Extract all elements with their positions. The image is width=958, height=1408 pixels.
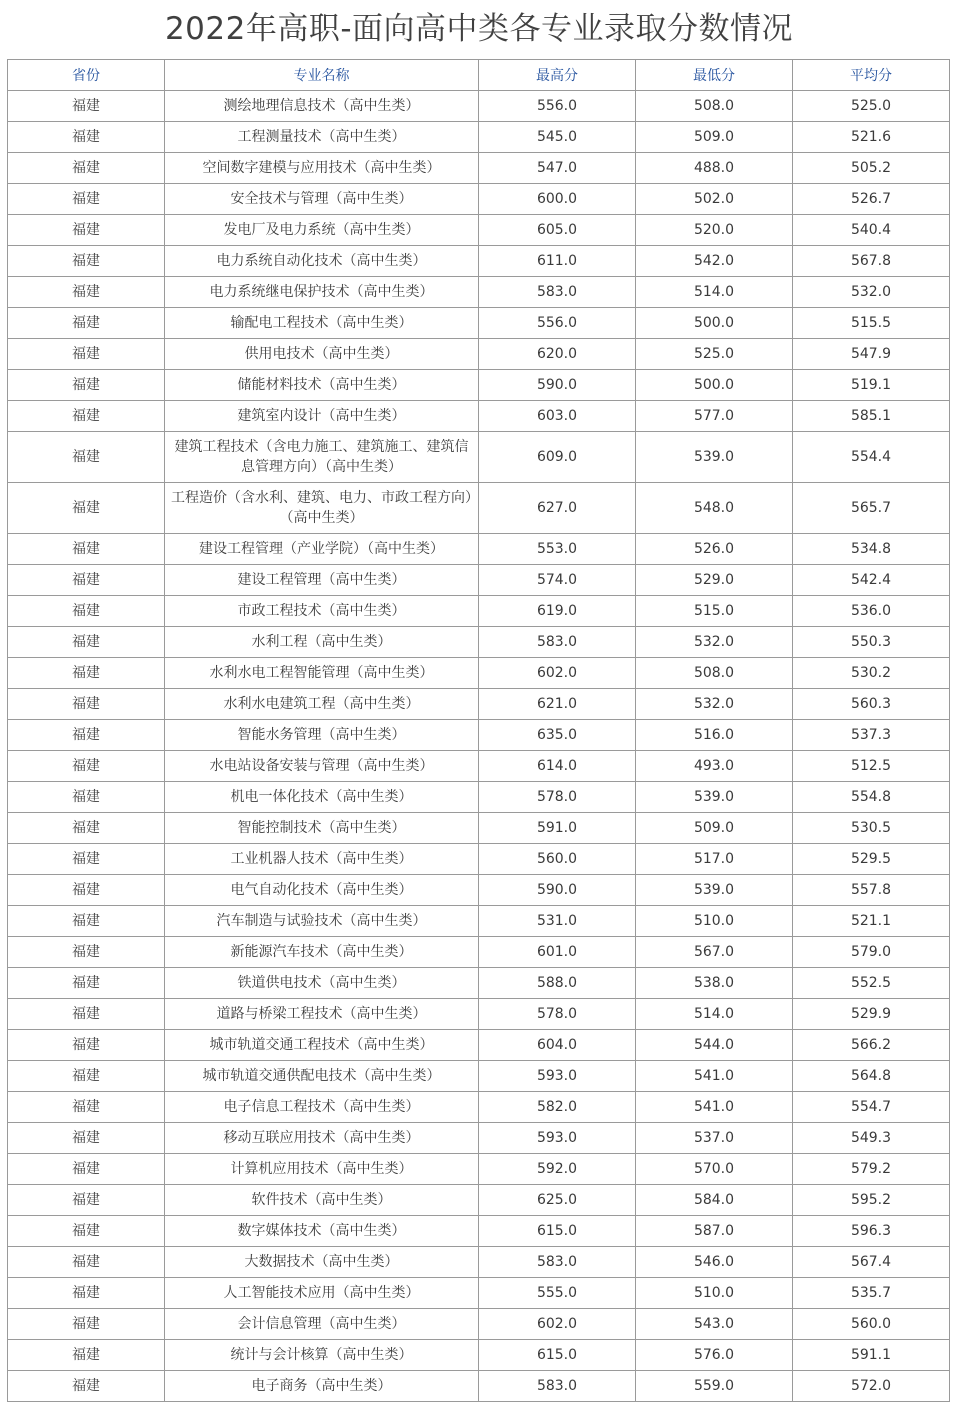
max-score-cell: 603.0 <box>479 401 636 432</box>
major-name-cell: 建筑室内设计（高中生类） <box>165 401 479 432</box>
province-cell: 福建 <box>8 1309 165 1340</box>
table-row <box>8 844 950 875</box>
province-cell: 福建 <box>8 875 165 906</box>
province-cell: 福建 <box>8 813 165 844</box>
max-score-cell: 545.0 <box>479 122 636 153</box>
table-row <box>8 968 950 999</box>
province-cell: 福建 <box>8 658 165 689</box>
major-name-cell: 汽车制造与试验技术（高中生类） <box>165 906 479 937</box>
avg-score-cell: 564.8 <box>793 1061 950 1092</box>
min-score-cell: 577.0 <box>636 401 793 432</box>
avg-score-cell: 521.6 <box>793 122 950 153</box>
table-row <box>8 627 950 658</box>
table-row <box>8 1030 950 1061</box>
major-name-cell: 人工智能技术应用（高中生类） <box>165 1278 479 1309</box>
table-row <box>8 1371 950 1402</box>
max-score-cell: 621.0 <box>479 689 636 720</box>
avg-score-cell: 540.4 <box>793 215 950 246</box>
max-score-cell: 583.0 <box>479 627 636 658</box>
min-score-cell: 514.0 <box>636 277 793 308</box>
table-row <box>8 483 950 534</box>
province-cell: 福建 <box>8 1123 165 1154</box>
major-name-cell: 输配电工程技术（高中生类） <box>165 308 479 339</box>
min-score-cell: 584.0 <box>636 1185 793 1216</box>
province-cell: 福建 <box>8 184 165 215</box>
min-score-cell: 546.0 <box>636 1247 793 1278</box>
avg-score-cell: 537.3 <box>793 720 950 751</box>
avg-score-cell: 512.5 <box>793 751 950 782</box>
min-score-cell: 508.0 <box>636 658 793 689</box>
min-score-cell: 544.0 <box>636 1030 793 1061</box>
min-score-cell: 539.0 <box>636 432 793 483</box>
major-name-cell: 城市轨道交通供配电技术（高中生类） <box>165 1061 479 1092</box>
avg-score-cell: 529.9 <box>793 999 950 1030</box>
admission-scores-table <box>7 59 950 1402</box>
table-row <box>8 215 950 246</box>
major-name-cell: 市政工程技术（高中生类） <box>165 596 479 627</box>
major-name-cell: 移动互联应用技术（高中生类） <box>165 1123 479 1154</box>
max-score-cell: 615.0 <box>479 1216 636 1247</box>
table-row <box>8 906 950 937</box>
table-row <box>8 339 950 370</box>
min-score-cell: 532.0 <box>636 689 793 720</box>
max-score-cell: 601.0 <box>479 937 636 968</box>
table-row <box>8 1123 950 1154</box>
min-score-cell: 542.0 <box>636 246 793 277</box>
max-score-cell: 600.0 <box>479 184 636 215</box>
major-name-cell: 软件技术（高中生类） <box>165 1185 479 1216</box>
table-row <box>8 246 950 277</box>
avg-score-cell: 554.7 <box>793 1092 950 1123</box>
max-score-cell: 635.0 <box>479 720 636 751</box>
province-cell: 福建 <box>8 689 165 720</box>
province-cell: 福建 <box>8 565 165 596</box>
major-name-cell: 大数据技术（高中生类） <box>165 1247 479 1278</box>
column-header-province: 省份 <box>8 60 165 91</box>
min-score-cell: 502.0 <box>636 184 793 215</box>
table-row <box>8 1216 950 1247</box>
table-row <box>8 184 950 215</box>
table-row <box>8 534 950 565</box>
min-score-cell: 548.0 <box>636 483 793 534</box>
avg-score-cell: 554.8 <box>793 782 950 813</box>
table-body <box>8 91 950 1402</box>
table-row <box>8 999 950 1030</box>
major-name-cell: 储能材料技术（高中生类） <box>165 370 479 401</box>
avg-score-cell: 596.3 <box>793 1216 950 1247</box>
avg-score-cell: 557.8 <box>793 875 950 906</box>
min-score-cell: 537.0 <box>636 1123 793 1154</box>
min-score-cell: 567.0 <box>636 937 793 968</box>
max-score-cell: 593.0 <box>479 1061 636 1092</box>
province-cell: 福建 <box>8 1340 165 1371</box>
major-name-cell: 智能水务管理（高中生类） <box>165 720 479 751</box>
max-score-cell: 604.0 <box>479 1030 636 1061</box>
max-score-cell: 602.0 <box>479 658 636 689</box>
max-score-cell: 592.0 <box>479 1154 636 1185</box>
major-name-cell: 建筑工程技术（含电力施工、建筑施工、建筑信息管理方向）（高中生类） <box>165 432 479 483</box>
min-score-cell: 541.0 <box>636 1061 793 1092</box>
major-name-cell: 供用电技术（高中生类） <box>165 339 479 370</box>
min-score-cell: 509.0 <box>636 122 793 153</box>
min-score-cell: 526.0 <box>636 534 793 565</box>
table-row <box>8 782 950 813</box>
province-cell: 福建 <box>8 1247 165 1278</box>
province-cell: 福建 <box>8 432 165 483</box>
max-score-cell: 590.0 <box>479 370 636 401</box>
page-title: 2022年高职-面向高中类各专业录取分数情况 <box>164 11 794 47</box>
table-row <box>8 937 950 968</box>
max-score-cell: 582.0 <box>479 1092 636 1123</box>
min-score-cell: 493.0 <box>636 751 793 782</box>
min-score-cell: 529.0 <box>636 565 793 596</box>
table-row <box>8 658 950 689</box>
max-score-cell: 578.0 <box>479 782 636 813</box>
province-cell: 福建 <box>8 153 165 184</box>
province-cell: 福建 <box>8 246 165 277</box>
column-header-avg-score: 平均分 <box>793 60 950 91</box>
max-score-cell: 590.0 <box>479 875 636 906</box>
avg-score-cell: 567.8 <box>793 246 950 277</box>
province-cell: 福建 <box>8 1278 165 1309</box>
table-row <box>8 1340 950 1371</box>
major-name-cell: 统计与会计核算（高中生类） <box>165 1340 479 1371</box>
province-cell: 福建 <box>8 782 165 813</box>
min-score-cell: 538.0 <box>636 968 793 999</box>
min-score-cell: 520.0 <box>636 215 793 246</box>
major-name-cell: 工业机器人技术（高中生类） <box>165 844 479 875</box>
avg-score-cell: 532.0 <box>793 277 950 308</box>
major-name-cell: 测绘地理信息技术（高中生类） <box>165 91 479 122</box>
avg-score-cell: 572.0 <box>793 1371 950 1402</box>
avg-score-cell: 526.7 <box>793 184 950 215</box>
max-score-cell: 547.0 <box>479 153 636 184</box>
major-name-cell: 建设工程管理（高中生类） <box>165 565 479 596</box>
avg-score-cell: 550.3 <box>793 627 950 658</box>
province-cell: 福建 <box>8 1371 165 1402</box>
major-name-cell: 会计信息管理（高中生类） <box>165 1309 479 1340</box>
max-score-cell: 605.0 <box>479 215 636 246</box>
min-score-cell: 516.0 <box>636 720 793 751</box>
avg-score-cell: 552.5 <box>793 968 950 999</box>
table-row <box>8 751 950 782</box>
max-score-cell: 619.0 <box>479 596 636 627</box>
major-name-cell: 水利水电工程智能管理（高中生类） <box>165 658 479 689</box>
max-score-cell: 560.0 <box>479 844 636 875</box>
table-row <box>8 122 950 153</box>
min-score-cell: 541.0 <box>636 1092 793 1123</box>
major-name-cell: 安全技术与管理（高中生类） <box>165 184 479 215</box>
province-cell: 福建 <box>8 906 165 937</box>
column-header-min-score: 最低分 <box>636 60 793 91</box>
min-score-cell: 587.0 <box>636 1216 793 1247</box>
table-row <box>8 565 950 596</box>
max-score-cell: 625.0 <box>479 1185 636 1216</box>
table-row <box>8 1061 950 1092</box>
major-name-cell: 发电厂及电力系统（高中生类） <box>165 215 479 246</box>
min-score-cell: 539.0 <box>636 875 793 906</box>
province-cell: 福建 <box>8 999 165 1030</box>
max-score-cell: 627.0 <box>479 483 636 534</box>
table-row <box>8 1154 950 1185</box>
major-name-cell: 水利工程（高中生类） <box>165 627 479 658</box>
table-row <box>8 1309 950 1340</box>
province-cell: 福建 <box>8 627 165 658</box>
province-cell: 福建 <box>8 720 165 751</box>
max-score-cell: 583.0 <box>479 1371 636 1402</box>
major-name-cell: 电力系统继电保护技术（高中生类） <box>165 277 479 308</box>
max-score-cell: 611.0 <box>479 246 636 277</box>
province-cell: 福建 <box>8 844 165 875</box>
major-name-cell: 铁道供电技术（高中生类） <box>165 968 479 999</box>
avg-score-cell: 529.5 <box>793 844 950 875</box>
major-name-cell: 工程造价（含水利、建筑、电力、市政工程方向）（高中生类） <box>165 483 479 534</box>
min-score-cell: 525.0 <box>636 339 793 370</box>
province-cell: 福建 <box>8 215 165 246</box>
province-cell: 福建 <box>8 1154 165 1185</box>
min-score-cell: 570.0 <box>636 1154 793 1185</box>
avg-score-cell: 547.9 <box>793 339 950 370</box>
min-score-cell: 539.0 <box>636 782 793 813</box>
table-row <box>8 401 950 432</box>
avg-score-cell: 567.4 <box>793 1247 950 1278</box>
table-row <box>8 813 950 844</box>
min-score-cell: 488.0 <box>636 153 793 184</box>
min-score-cell: 510.0 <box>636 906 793 937</box>
avg-score-cell: 542.4 <box>793 565 950 596</box>
min-score-cell: 509.0 <box>636 813 793 844</box>
avg-score-cell: 566.2 <box>793 1030 950 1061</box>
max-score-cell: 578.0 <box>479 999 636 1030</box>
province-cell: 福建 <box>8 370 165 401</box>
province-cell: 福建 <box>8 596 165 627</box>
province-cell: 福建 <box>8 968 165 999</box>
major-name-cell: 数字媒体技术（高中生类） <box>165 1216 479 1247</box>
max-score-cell: 531.0 <box>479 906 636 937</box>
table-header-row <box>8 60 950 91</box>
table-row <box>8 153 950 184</box>
min-score-cell: 500.0 <box>636 308 793 339</box>
province-cell: 福建 <box>8 1092 165 1123</box>
major-name-cell: 电子信息工程技术（高中生类） <box>165 1092 479 1123</box>
min-score-cell: 508.0 <box>636 91 793 122</box>
avg-score-cell: 560.0 <box>793 1309 950 1340</box>
province-cell: 福建 <box>8 308 165 339</box>
province-cell: 福建 <box>8 1185 165 1216</box>
major-name-cell: 智能控制技术（高中生类） <box>165 813 479 844</box>
avg-score-cell: 530.5 <box>793 813 950 844</box>
avg-score-cell: 515.5 <box>793 308 950 339</box>
max-score-cell: 615.0 <box>479 1340 636 1371</box>
province-cell: 福建 <box>8 91 165 122</box>
min-score-cell: 559.0 <box>636 1371 793 1402</box>
min-score-cell: 500.0 <box>636 370 793 401</box>
table-row <box>8 91 950 122</box>
column-header-major: 专业名称 <box>165 60 479 91</box>
avg-score-cell: 565.7 <box>793 483 950 534</box>
major-name-cell: 空间数字建模与应用技术（高中生类） <box>165 153 479 184</box>
min-score-cell: 514.0 <box>636 999 793 1030</box>
table-row <box>8 875 950 906</box>
major-name-cell: 电气自动化技术（高中生类） <box>165 875 479 906</box>
avg-score-cell: 591.1 <box>793 1340 950 1371</box>
province-cell: 福建 <box>8 1030 165 1061</box>
max-score-cell: 602.0 <box>479 1309 636 1340</box>
province-cell: 福建 <box>8 1216 165 1247</box>
major-name-cell: 新能源汽车技术（高中生类） <box>165 937 479 968</box>
major-name-cell: 计算机应用技术（高中生类） <box>165 1154 479 1185</box>
province-cell: 福建 <box>8 751 165 782</box>
avg-score-cell: 595.2 <box>793 1185 950 1216</box>
table-row <box>8 596 950 627</box>
max-score-cell: 614.0 <box>479 751 636 782</box>
avg-score-cell: 560.3 <box>793 689 950 720</box>
table-row <box>8 308 950 339</box>
table-row <box>8 720 950 751</box>
min-score-cell: 515.0 <box>636 596 793 627</box>
avg-score-cell: 505.2 <box>793 153 950 184</box>
min-score-cell: 510.0 <box>636 1278 793 1309</box>
avg-score-cell: 579.0 <box>793 937 950 968</box>
table-row <box>8 1185 950 1216</box>
min-score-cell: 576.0 <box>636 1340 793 1371</box>
province-cell: 福建 <box>8 483 165 534</box>
major-name-cell: 机电一体化技术（高中生类） <box>165 782 479 813</box>
table-row <box>8 1247 950 1278</box>
avg-score-cell: 536.0 <box>793 596 950 627</box>
avg-score-cell: 554.4 <box>793 432 950 483</box>
major-name-cell: 工程测量技术（高中生类） <box>165 122 479 153</box>
avg-score-cell: 525.0 <box>793 91 950 122</box>
max-score-cell: 583.0 <box>479 1247 636 1278</box>
table-row <box>8 689 950 720</box>
province-cell: 福建 <box>8 401 165 432</box>
avg-score-cell: 535.7 <box>793 1278 950 1309</box>
avg-score-cell: 534.8 <box>793 534 950 565</box>
province-cell: 福建 <box>8 122 165 153</box>
max-score-cell: 574.0 <box>479 565 636 596</box>
avg-score-cell: 579.2 <box>793 1154 950 1185</box>
avg-score-cell: 585.1 <box>793 401 950 432</box>
table-row <box>8 432 950 483</box>
avg-score-cell: 521.1 <box>793 906 950 937</box>
major-name-cell: 电力系统自动化技术（高中生类） <box>165 246 479 277</box>
major-name-cell: 道路与桥梁工程技术（高中生类） <box>165 999 479 1030</box>
max-score-cell: 588.0 <box>479 968 636 999</box>
avg-score-cell: 530.2 <box>793 658 950 689</box>
column-header-max-score: 最高分 <box>479 60 636 91</box>
avg-score-cell: 549.3 <box>793 1123 950 1154</box>
max-score-cell: 583.0 <box>479 277 636 308</box>
major-name-cell: 水电站设备安装与管理（高中生类） <box>165 751 479 782</box>
min-score-cell: 517.0 <box>636 844 793 875</box>
max-score-cell: 553.0 <box>479 534 636 565</box>
major-name-cell: 水利水电建筑工程（高中生类） <box>165 689 479 720</box>
max-score-cell: 609.0 <box>479 432 636 483</box>
province-cell: 福建 <box>8 534 165 565</box>
major-name-cell: 建设工程管理（产业学院）（高中生类） <box>165 534 479 565</box>
major-name-cell: 电子商务（高中生类） <box>165 1371 479 1402</box>
table-row <box>8 277 950 308</box>
min-score-cell: 532.0 <box>636 627 793 658</box>
table-row <box>8 370 950 401</box>
table-row <box>8 1092 950 1123</box>
table-row <box>8 1278 950 1309</box>
major-name-cell: 城市轨道交通工程技术（高中生类） <box>165 1030 479 1061</box>
max-score-cell: 556.0 <box>479 308 636 339</box>
max-score-cell: 555.0 <box>479 1278 636 1309</box>
avg-score-cell: 519.1 <box>793 370 950 401</box>
min-score-cell: 543.0 <box>636 1309 793 1340</box>
max-score-cell: 591.0 <box>479 813 636 844</box>
max-score-cell: 556.0 <box>479 91 636 122</box>
province-cell: 福建 <box>8 277 165 308</box>
province-cell: 福建 <box>8 339 165 370</box>
province-cell: 福建 <box>8 1061 165 1092</box>
max-score-cell: 620.0 <box>479 339 636 370</box>
max-score-cell: 593.0 <box>479 1123 636 1154</box>
province-cell: 福建 <box>8 937 165 968</box>
